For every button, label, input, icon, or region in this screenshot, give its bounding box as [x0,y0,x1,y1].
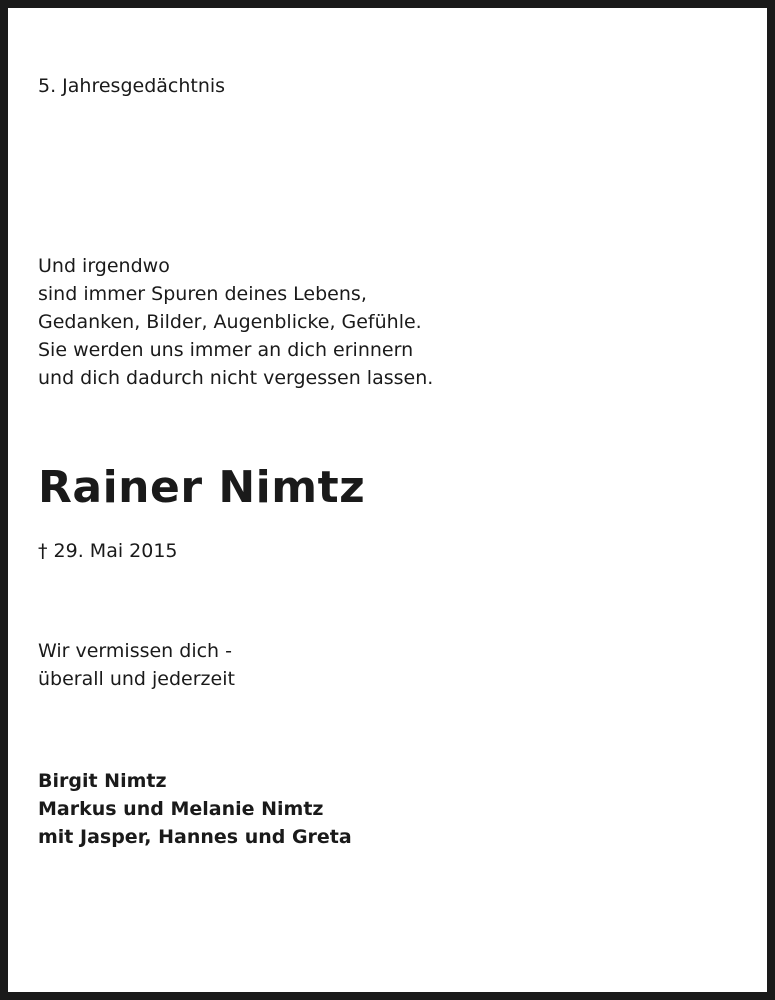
death-date: † 29. Mai 2015 [38,540,178,562]
poem-line: Gedanken, Bilder, Augenblicke, Gefühle. [38,311,422,333]
family-member: mit Jasper, Hannes und Greta [38,826,352,848]
anniversary-heading: 5. Jahresgedächtnis [38,75,226,97]
poem-line: Sie werden uns immer an dich erinnern [38,339,414,361]
remembrance-line: überall und jederzeit [38,668,235,690]
family-member: Birgit Nimtz [38,770,167,792]
poem-line: sind immer Spuren deines Lebens, [38,283,367,305]
poem [38,252,433,392]
poem-line: und dich dadurch nicht vergessen lassen. [38,367,434,389]
family-signature [38,767,352,851]
remembrance-text [38,637,235,693]
poem-line: Und irgendwo [38,255,170,277]
family-member: Markus und Melanie Nimtz [38,798,324,820]
remembrance-line: Wir vermissen dich - [38,640,232,662]
deceased-name: Rainer Nimtz [38,462,366,513]
